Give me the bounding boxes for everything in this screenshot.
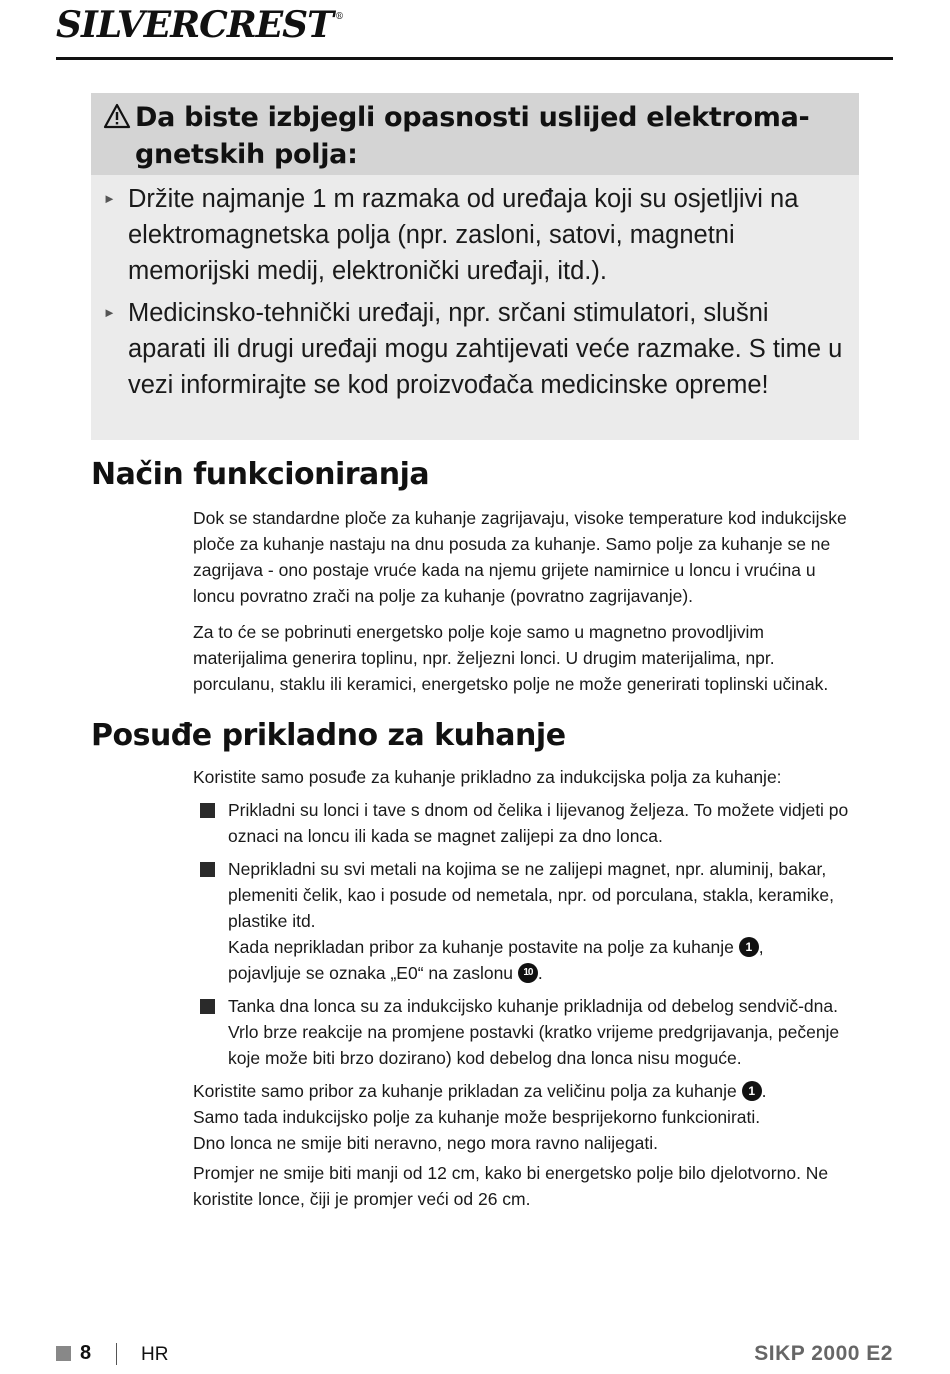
warning-title [135, 99, 847, 173]
section-title-cookware: Posuđe prikladno za kuhanje [91, 718, 566, 753]
list-item-text: Neprikladni su svi metali na kojima se ne zalijepi magnet, npr. aluminij, bakar, plemeniti čelik, kao i posude od nemetala, npr. od porculana, stakla, keramike, plastike itd. [228, 859, 835, 931]
list-item-text: Prikladni su lonci i tave s dnom od čelika i lijevanog željeza. To možete vidjeti po oznaci na loncu ili kada se magnet zalijepi za dno lonca. [228, 800, 849, 846]
cookware-list [193, 797, 861, 1071]
text-run: Samo tada indukcijsko polje za kuhanje može besprijekorno funkcionirati. [193, 1107, 761, 1127]
square-bullet-icon [200, 862, 215, 877]
section-function-body [193, 505, 861, 697]
list-item-text: Kada neprikladan pribor za kuhanje postavite na polje za kuhanje [228, 937, 734, 957]
arrow-bullet-icon: ► [103, 305, 116, 320]
warning-header [91, 93, 859, 175]
footer-divider [116, 1343, 117, 1365]
callout-number-icon: 10 [518, 963, 538, 983]
paragraph-intro: Koristite samo posuđe za kuhanje prikladno za indukcijska polja za kuhanje: [193, 767, 782, 787]
warning-item [103, 295, 847, 403]
brand-name: SILVERCREST [56, 4, 333, 46]
paragraph: Dok se standardne ploče za kuhanje zagrijavaju, visoke temperature kod indukcijske ploče za kuhanje nastaju na dnu posuda za kuhanje. Samo polje za kuhanje se ne zagrijava - ono postaje vruće kada na njemu grijete namirnice u loncu i vrućina u loncu povratno zrači na polje za kuhanje (povratno zagrijavanje). [193, 508, 847, 606]
warning-title-line1: Da biste izbjegli opasnosti uslijed elektroma- [135, 102, 810, 133]
footer-square-icon [56, 1346, 71, 1361]
list-item-text: Tanka dna lonca su za indukcijsko kuhanje prikladnija od debelog sendvič-dna. Vrlo brze reakcije na promjene postavki (kratko vrijeme predgrijavanja, pečenje koje može biti brzo dozirano) kod debelog dna lonca nisu moguće. [228, 996, 840, 1068]
page-footer [56, 1341, 893, 1369]
callout-number-icon: 1 [742, 1081, 762, 1101]
section-cookware-body [193, 764, 861, 1212]
model-number: SIKP 2000 E2 [754, 1342, 893, 1365]
square-bullet-icon [200, 803, 215, 818]
text-run: Koristite samo pribor za kuhanje prikladan za veličinu polja za kuhanje [193, 1081, 737, 1101]
warning-item [103, 181, 847, 289]
warning-triangle-icon [103, 103, 131, 129]
list-item: Neprikladni su svi metali na kojima se ne zalijepi magnet, npr. aluminij, bakar, plemeniti čelik, kao i posude od nemetala, npr. od porculana, stakla, keramike, plastike itd. Kada neprikladan pribor za kuhanje postavite na polje za kuhanje 1 , pojavljuje se oznaka „E0“ na zaslonu 10 . [193, 856, 861, 986]
registered-mark: ® [334, 12, 343, 22]
paragraph-outro2: Promjer ne smije biti manji od 12 cm, kako bi energetsko polje bilo djelotvorno. Ne koristite lonce, čiji je promjer veći od 26 cm. [193, 1163, 829, 1209]
warning-title-line2: gnetskih polja: [135, 139, 358, 170]
warning-item-text: Medicinsko-tehnički uređaji, npr. srčani stimulatori, slušni aparati ili drugi uređaji mogu zahtijevati veće razmake. S time u vezi informirajte se kod proizvođača medicinske opreme! [128, 299, 843, 399]
warning-list [91, 175, 859, 403]
paragraph-outro: Koristite samo pribor za kuhanje prikladan za veličinu polja za kuhanje 1 . Samo tada indukcijsko polje za kuhanje može besprijekorno funkcionirati. Dno lonca ne smije biti neravno, nego mora ravno nalijegati. [193, 1081, 767, 1153]
list-item [193, 993, 861, 1071]
square-bullet-icon [200, 999, 215, 1014]
language-code: HR [141, 1344, 169, 1365]
arrow-bullet-icon: ► [103, 191, 116, 206]
list-item-text: pojavljuje se oznaka „E0“ na zaslonu [228, 963, 514, 983]
section-title-function: Način funkcioniranja [91, 457, 430, 492]
paragraph: Za to će se pobrinuti energetsko polje koje samo u magnetno provodljivim materijalima generira toplinu, npr. željezni lonci. U drugim materijalima, npr. porculanu, staklu ili keramici, energetsko polje ne može generirati toplinski učinak. [193, 622, 829, 694]
warning-box [91, 93, 859, 440]
page-number: 8 [80, 1342, 92, 1364]
text-run: Dno lonca ne smije biti neravno, nego mora ravno nalijegati. [193, 1133, 658, 1153]
brand-logo [56, 4, 343, 46]
warning-item-text: Držite najmanje 1 m razmaka od uređaja koji su osjetljivi na elektromagnetska polja (npr. zasloni, satovi, magnetni memorijski medij, elektronički uređaji, itd.). [128, 185, 799, 285]
callout-number-icon: 1 [739, 937, 759, 957]
header-rule [56, 57, 893, 60]
list-item [193, 797, 861, 849]
